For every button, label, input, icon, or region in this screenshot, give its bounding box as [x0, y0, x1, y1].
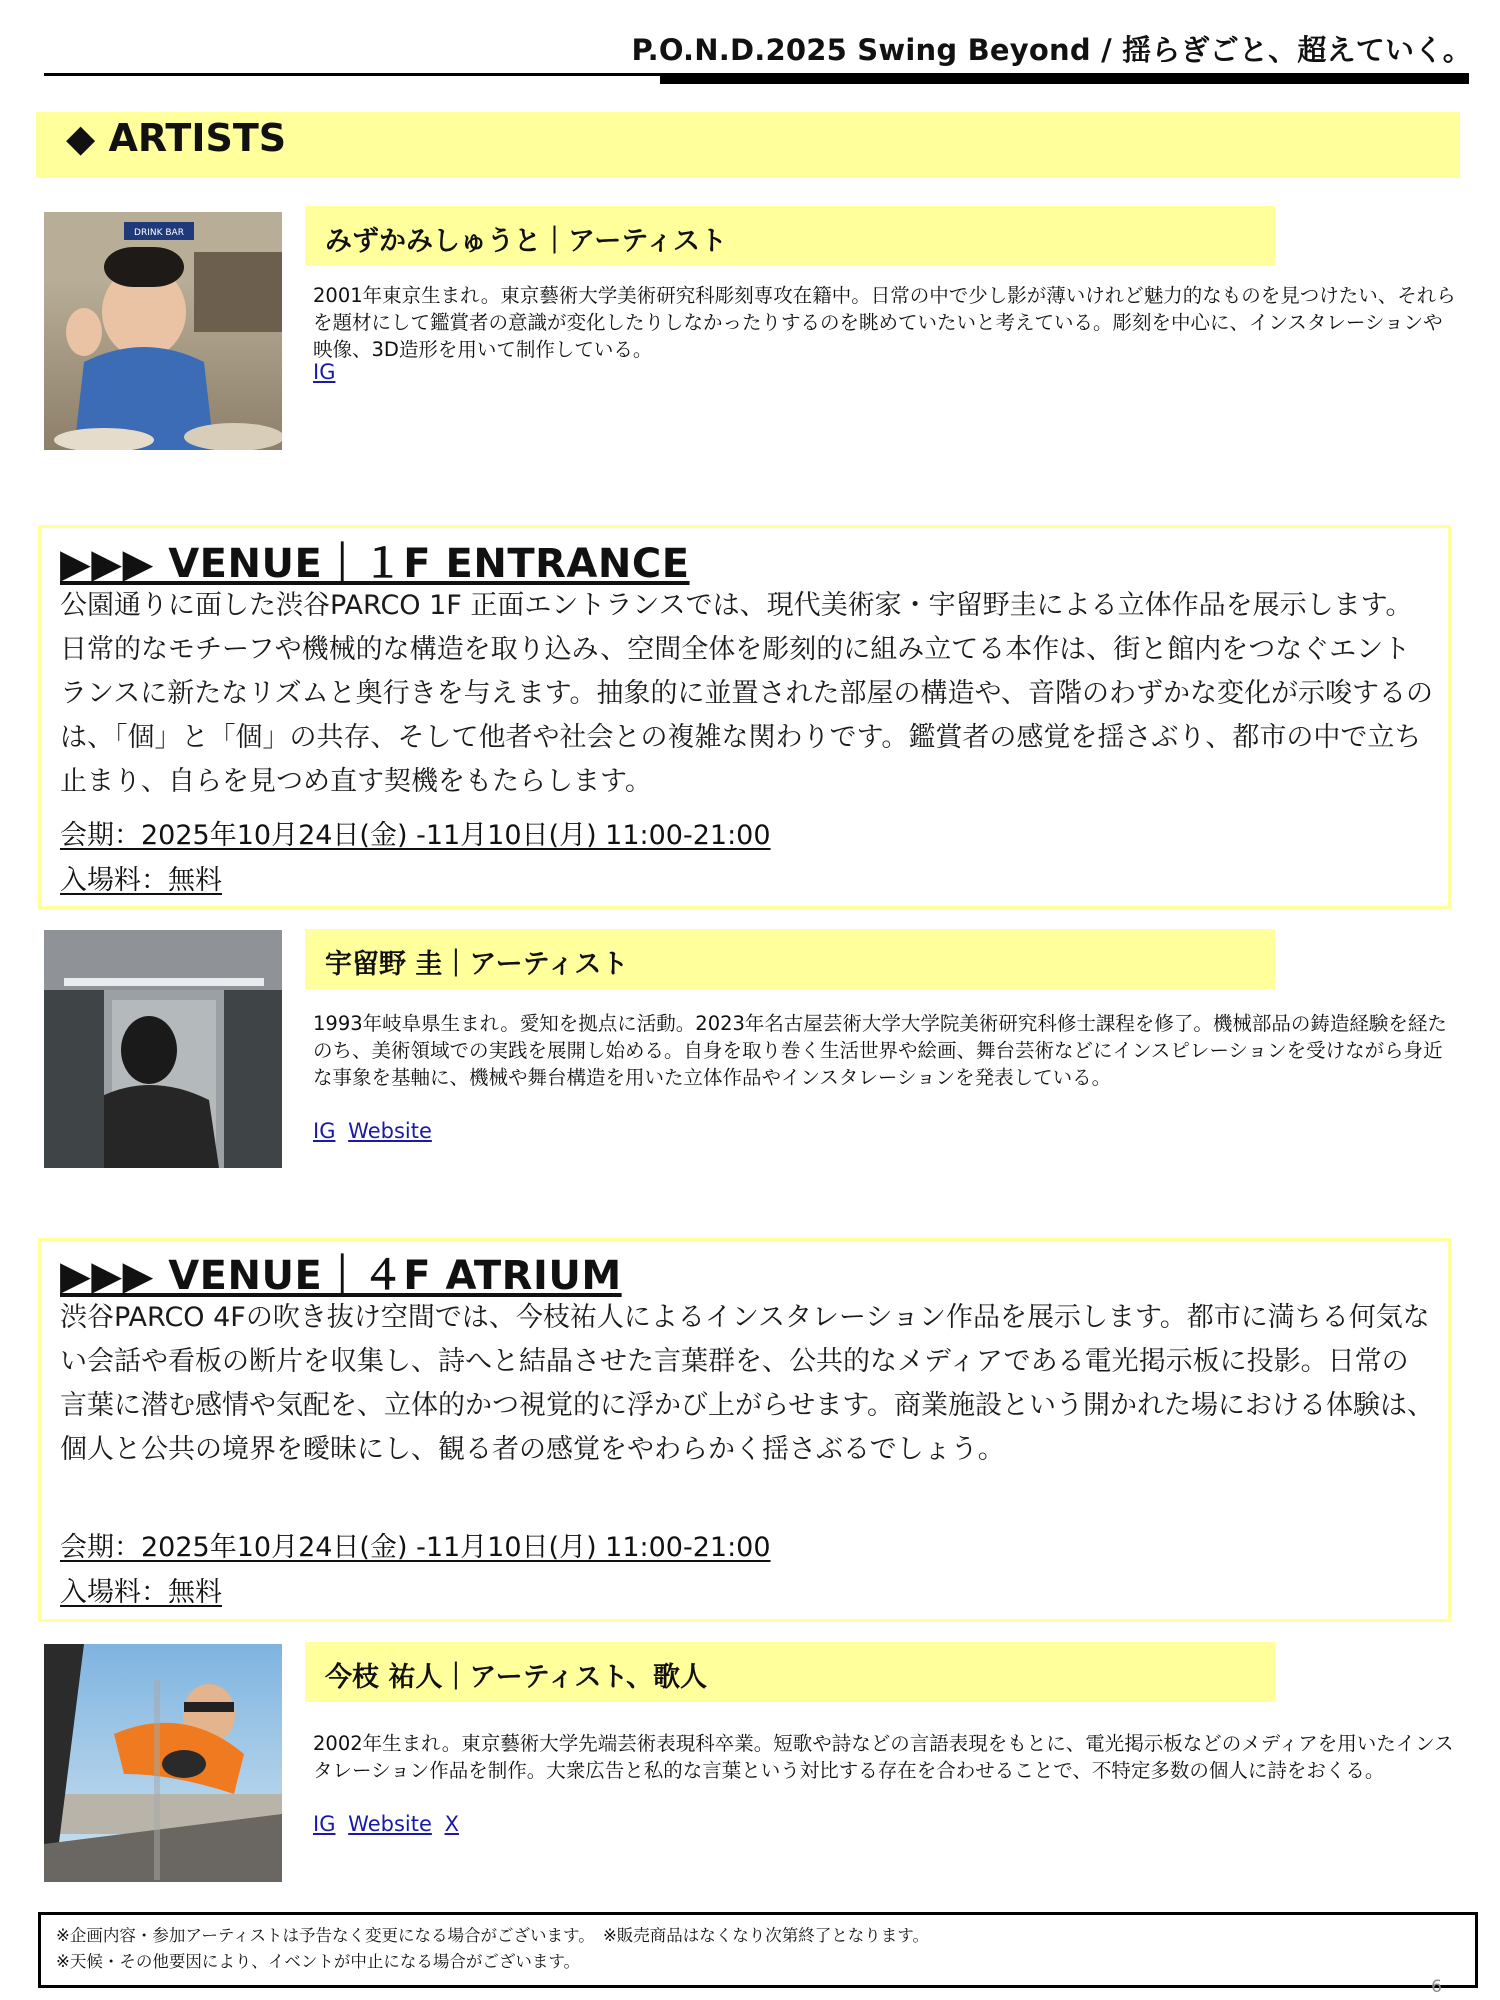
section-title: ◆ ARTISTS: [66, 116, 287, 160]
venue-admission: 入場料：無料: [60, 865, 222, 896]
ig-link[interactable]: IG: [313, 1119, 336, 1143]
artist-name: 宇留野 圭｜アーティスト: [325, 949, 629, 980]
ig-link[interactable]: IG: [313, 1812, 336, 1836]
artist-photo-imaeda: [44, 1644, 282, 1882]
venue-period: 会期：2025年10月24日(金) -11月10日(月) 11:00-21:00: [60, 820, 771, 851]
artist-bio: 2002年生まれ。東京藝術大学先端芸術表現科卒業。短歌や詩などの言語表現をもとに、電光掲示板などのメディアを用いたインスタレーション作品を制作。大衆広告と私的な言葉という対比する存在を合わせることで、不特定多数の個人に詩をおくる。: [313, 1732, 1454, 1782]
header-rule-thick: [660, 76, 1469, 84]
artist-links: [313, 1812, 465, 1836]
venue-description: 公園通りに面した渋谷PARCO 1F 正面エントランスでは、現代美術家・宇留野圭による立体作品を展示します。日常的なモチーフや機械的な構造を取り込み、空間全体を彫刻的に組み立てる本作は、街と館内をつなぐエントランスに新たなリズムと奥行きを与えます。抽象的に並置された部屋の構造や、音階のわずかな変化が示唆するのは、「個」と「個」の共存、そして他者や社会との複雑な関わりです。鑑賞者の感覚を揺さぶり、都市の中で立ち止まり、自らを見つめ直す契機をもたらします。: [60, 590, 1433, 797]
venue-description: 渋谷PARCO 4Fの吹き抜け空間では、今枝祐人によるインスタレーション作品を展示します。都市に満ちる何気ない会話や看板の断片を収集し、詩へと結晶させた言葉群を、公共的なメディアである電光掲示板に投影。日常の言葉に潜む感情や気配を、立体的かつ視覚的に浮かび上がらせます。商業施設という開かれた場における体験は、個人と公共の境界を曖昧にし、観る者の感覚をやわらかく揺さぶるでしょう。: [60, 1302, 1435, 1465]
website-link[interactable]: Website: [348, 1812, 432, 1836]
venue-heading: ▶▶▶ VENUE｜１F ENTRANCE: [60, 541, 690, 587]
document-header-title: P.O.N.D.2025 Swing Beyond / 揺らぎごと、超えていく。: [631, 33, 1472, 67]
svg-text:DRINK BAR: DRINK BAR: [134, 228, 184, 238]
note-line: ※天候・その他要因により、イベントが中止になる場合がございます。: [56, 1952, 581, 1971]
artist-bio: 1993年岐阜県生まれ。愛知を拠点に活動。2023年名古屋芸術大学大学院美術研究科修士課程を修了。機械部品の鋳造経験を経たのち、美術領域での実践を展開し始める。自身を取り巻く生活世界や絵画、舞台芸術などにインスピレーションを受けながら身近な事象を基軸に、機械や舞台構造を用いた立体作品やインスタレーションを発表している。: [313, 1012, 1447, 1089]
website-link[interactable]: Website: [348, 1119, 432, 1143]
artist-links: [313, 1119, 438, 1143]
artist-links: [313, 360, 341, 384]
ig-link[interactable]: IG: [313, 360, 336, 384]
venue-admission: 入場料：無料: [60, 1577, 222, 1608]
artist-name: みずかみしゅうと｜アーティスト: [325, 226, 728, 257]
artist-photo-uruno: [44, 930, 282, 1168]
x-link[interactable]: X: [444, 1812, 459, 1836]
artist-name: 今枝 祐人｜アーティスト、歌人: [325, 1662, 707, 1693]
artist-bio: 2001年東京生まれ。東京藝術大学美術研究科彫刻専攻在籍中。日常の中で少し影が薄いけれど魅力的なものを見つけたい、それらを題材にして鑑賞者の意識が変化したりしなかったりするのを眺めていたいと考えている。彫刻を中心に、インスタレーションや映像、3D造形を用いて制作している。: [313, 284, 1456, 361]
note-line: ※企画内容・参加アーティストは予告なく変更になる場合がございます。 ※販売商品はなくなり次第終了となります。: [56, 1926, 929, 1945]
venue-period: 会期：2025年10月24日(金) -11月10日(月) 11:00-21:00: [60, 1532, 771, 1563]
artist-photo-mizukami: [44, 212, 282, 450]
page-number: 6: [1431, 1977, 1442, 1997]
venue-heading: ▶▶▶ VENUE｜４F ATRIUM: [60, 1253, 622, 1299]
